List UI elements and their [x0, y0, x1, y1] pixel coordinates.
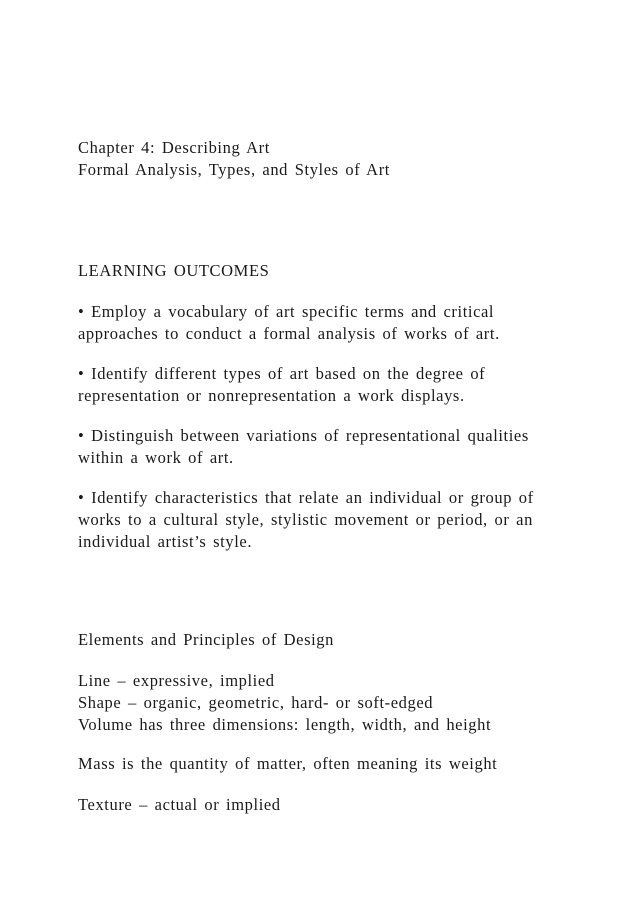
- outcome-1-line-2: approaches to conduct a formal analysis of works of art.: [78, 324, 500, 343]
- element-shape: Shape – organic, geometric, hard- or soft-edged: [78, 693, 434, 712]
- element-texture: Texture – actual or implied: [78, 795, 281, 814]
- outcome-4-line-3: individual artist’s style.: [78, 532, 253, 551]
- learning-outcomes-heading: LEARNING OUTCOMES: [78, 261, 270, 280]
- element-line: Line – expressive, implied: [78, 671, 275, 690]
- element-volume: Volume has three dimensions: length, width, and height: [78, 715, 492, 734]
- outcome-4-line-2: works to a cultural style, stylistic movement or period, or an: [78, 510, 533, 529]
- outcome-3-line-2: within a work of art.: [78, 448, 234, 467]
- element-mass: Mass is the quantity of matter, often meaning its weight: [78, 754, 498, 773]
- chapter-subtitle: Formal Analysis, Types, and Styles of Art: [78, 160, 390, 179]
- elements-heading: Elements and Principles of Design: [78, 630, 335, 649]
- outcome-2-line-2: representation or nonrepresentation a work displays.: [78, 386, 465, 405]
- outcome-1-line-1: • Employ a vocabulary of art specific terms and critical: [78, 302, 495, 321]
- outcome-2-line-1: • Identify different types of art based on the degree of: [78, 364, 486, 383]
- chapter-title: Chapter 4: Describing Art: [78, 138, 270, 157]
- outcome-4-line-1: • Identify characteristics that relate an individual or group of: [78, 488, 534, 507]
- outcome-3-line-1: • Distinguish between variations of representational qualities: [78, 426, 529, 445]
